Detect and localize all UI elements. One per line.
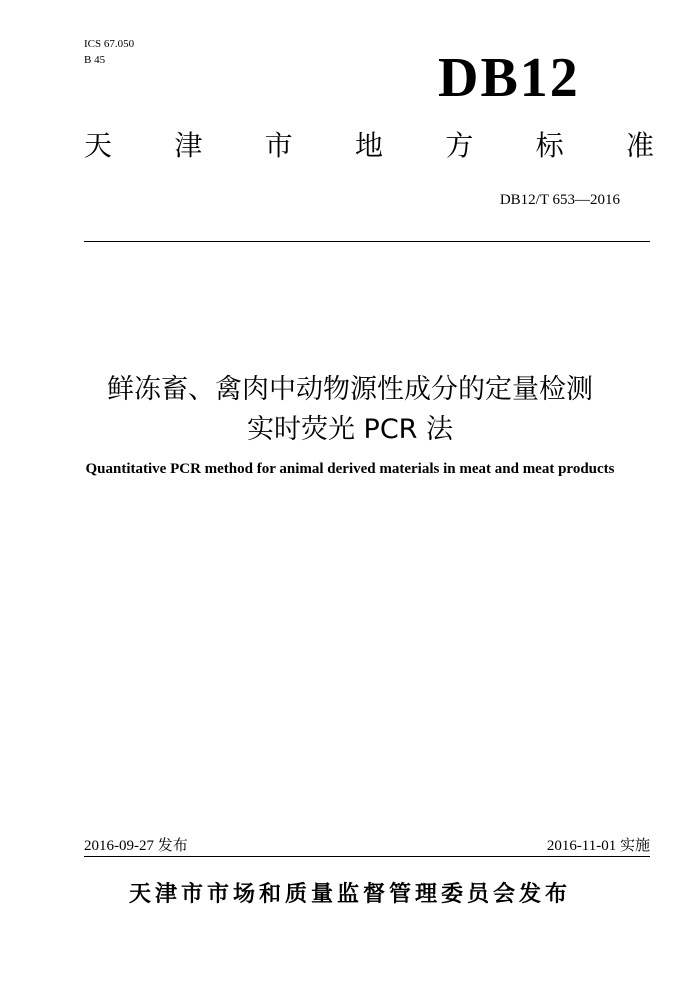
issue-date: 2016-09-27 发布 <box>84 838 188 854</box>
standard-logo: DB12 <box>438 47 580 109</box>
standard-type-char: 准 <box>625 129 654 162</box>
standard-type-char: 标 <box>535 129 564 162</box>
classification-code: B 45 <box>84 54 106 66</box>
ics-code: ICS 67.050 <box>84 38 135 50</box>
standard-type-heading <box>84 128 654 164</box>
title-chinese-line2: 实时荧光 PCR 法 <box>246 414 454 445</box>
standard-type-char: 津 <box>174 129 203 162</box>
standard-number: DB12/T 653—2016 <box>499 192 620 208</box>
standard-type-char: 天 <box>84 129 113 162</box>
top-divider <box>84 241 650 242</box>
standard-type-char: 方 <box>445 129 474 162</box>
publisher: 天津市市场和质量监督管理委员会发布 <box>128 882 571 907</box>
standard-type-char: 地 <box>354 129 383 162</box>
implementation-date: 2016-11-01 实施 <box>546 838 650 854</box>
title-english: Quantitative PCR method for animal derived materials in meat and meat products <box>85 461 615 477</box>
title-chinese-line1: 鲜冻畜、禽肉中动物源性成分的定量检测 <box>107 374 593 405</box>
standard-type-char: 市 <box>264 129 293 162</box>
bottom-divider <box>84 856 650 857</box>
